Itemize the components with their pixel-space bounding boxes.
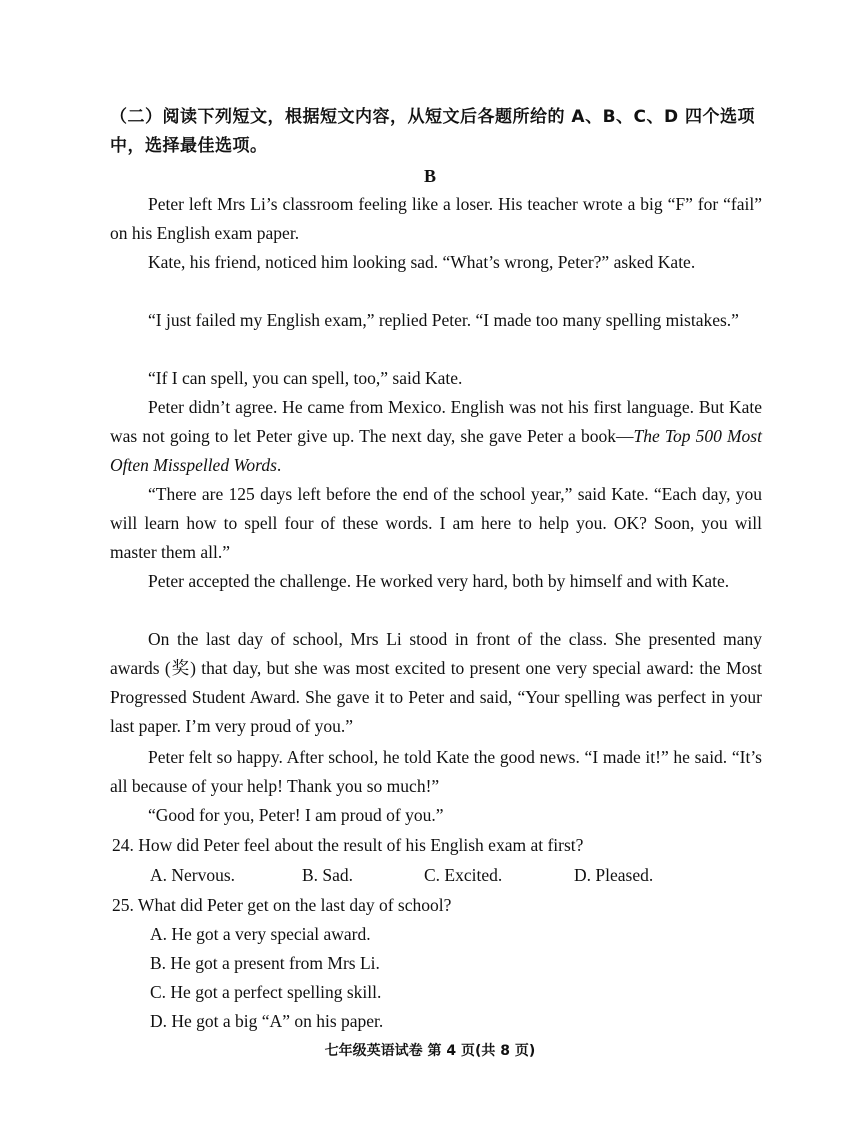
passage-paragraph-9: Peter felt so happy. After school, he told Kate the good news. “I made it!” he said. “It’s all because of your help! Thank you so much!” — [110, 747, 762, 796]
question-25-stem: 25. What did Peter get on the last day of school? — [112, 895, 452, 915]
question-24-option-d: D. Pleased. — [574, 865, 654, 885]
passage-paragraph-10: “Good for you, Peter! I am proud of you.” — [148, 805, 444, 825]
section-instructions: （二）阅读下列短文，根据短文内容，从短文后各题所给的 A、B、C、D 四个选项中，选择最佳选项。 — [110, 107, 756, 156]
question-25-option-a: A. He got a very special award. — [150, 924, 371, 944]
question-25-option-b: B. He got a present from Mrs Li. — [150, 953, 380, 973]
passage-paragraph-4: “If I can spell, you can spell, too,” said Kate. — [148, 368, 463, 388]
passage-paragraph-5 — [110, 393, 762, 480]
passage-paragraph-3: “I just failed my English exam,” replied Peter. “I made too many spelling mistakes.” — [148, 310, 739, 330]
question-25-option-d: D. He got a big “A” on his paper. — [150, 1011, 384, 1031]
passage-paragraph-6: “There are 125 days left before the end of the school year,” said Kate. “Each day, you will learn how to spell four of these words. I am here to help you. OK? Soon, you will master them all.” — [110, 484, 762, 562]
question-24-stem: 24. How did Peter feel about the result of his English exam at first? — [112, 835, 584, 855]
book-title: The Top 500 Most Often Misspelled Words — [110, 426, 762, 475]
question-24-options — [150, 861, 750, 890]
question-25-option-c: C. He got a perfect spelling skill. — [150, 982, 382, 1002]
passage-paragraph-1: Peter left Mrs Li’s classroom feeling like a loser. His teacher wrote a big “F” for “fail” on his English exam paper. — [110, 194, 762, 243]
paragraph-5-text: Peter didn’t agree. He came from Mexico. English was not his first language. But Kate was not going to let Peter give up. The next day, she gave Peter a book— — [110, 397, 762, 446]
passage-paragraph-7: Peter accepted the challenge. He worked very hard, both by himself and with Kate. — [148, 571, 730, 591]
question-24-option-b: B. Sad. — [302, 865, 354, 885]
passage-paragraph-8: On the last day of school, Mrs Li stood in front of the class. She presented many awards (奖) that day, but she was most excited to present one very special award: the Most Progressed Student Award. She gave it to Peter and said, “Your spelling was perfect in your last paper. I’m very proud of you.” — [110, 629, 762, 736]
passage-label: B — [423, 166, 436, 186]
question-24-option-a: A. Nervous. — [150, 865, 236, 885]
page-footer: 七年级英语试卷 第 4 页(共 8 页) — [324, 1043, 536, 1059]
question-24-option-c: C. Excited. — [424, 865, 503, 885]
passage-paragraph-2: Kate, his friend, noticed him looking sad. “What’s wrong, Peter?” asked Kate. — [148, 252, 696, 272]
paragraph-5-end: . — [276, 455, 282, 475]
